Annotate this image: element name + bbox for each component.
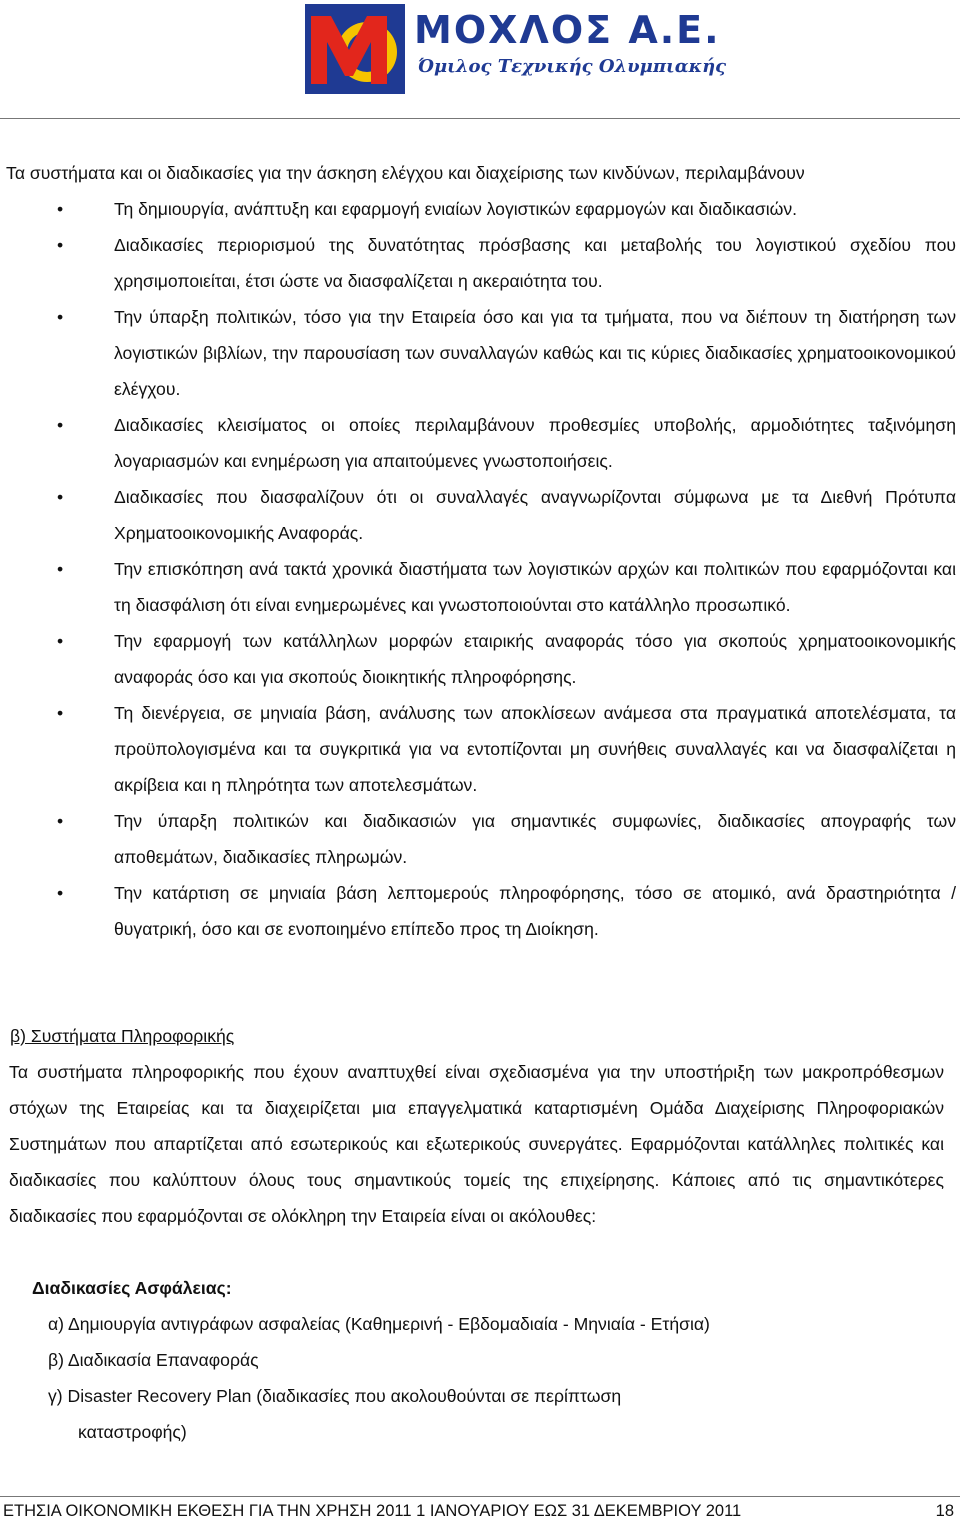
list-item-text: Την κατάρτιση σε μηνιαία βάση λεπτομερούς πληροφόρησης, τόσο σε ατομικό, ανά δραστηριότητα / θυγατρική, όσο και σε ενοποιημένο επίπεδο προς τη Διοίκηση. xyxy=(114,883,956,939)
footer-divider xyxy=(0,1496,960,1497)
footer-report-title: ΕΤΗΣΙΑ ΟΙΚΟΝΟΜΙΚΗ ΕΚΘΕΣΗ ΓΙΑ ΤΗΝ ΧΡΗΣΗ 2011 1 ΙΑΝΟΥΑΡΙΟΥ ΕΩΣ 31 ΔΕΚΕΜΒΡΙΟΥ 2011 xyxy=(3,1502,742,1520)
page-number: 18 xyxy=(935,1502,954,1520)
section-heading-it-systems: β) Συστήματα Πληροφορικής xyxy=(10,1026,235,1046)
list-item xyxy=(0,479,960,551)
security-procedures-list xyxy=(48,1306,948,1450)
company-subtitle: Όμιλος Τεχνικής Ολυμπιακής xyxy=(418,56,727,77)
list-item-text: Τη διενέργεια, σε μηνιαία βάση, ανάλυσης των αποκλίσεων ανάμεσα στα πραγματικά αποτελέσματα, τα προϋπολογισμένα και τα συγκριτικά για να εντοπίζονται μη συνήθεις συναλλαγές και να διασφαλίζεται η ακρίβεια και η πληρότητα των αποτελεσμάτων. xyxy=(114,703,956,795)
bullet-icon: • xyxy=(57,883,64,903)
procedure-item-restore: β) Διαδικασία Επαναφοράς xyxy=(48,1350,259,1370)
it-systems-paragraph: Τα συστήματα πληροφορικής που έχουν αναπτυχθεί είναι σχεδιασμένα για την υποστήριξη των μακροπρόθεσμων στόχων της Εταιρείας και τα διαχειρίζεται μια επαγγελματικά καταρτισμένη Ομάδα Διαχείρισης Πληροφοριακών Συστημάτων που απαρτίζεται από εσωτερικούς και εξωτερικούς συνεργάτες. Εφαρμόζονται κατάλληλες πολιτικές και διαδικασίες που καλύπτουν όλους τους σημαντικούς τομείς της επιχείρησης. Κάποιες από τις σημαντικότερες διαδικασίες που εφαρμόζονται σε ολόκληρη την Εταιρεία είναι οι ακόλουθες: xyxy=(9,1062,944,1226)
procedure-item-backup: α) Δημιουργία αντιγράφων ασφαλείας (Καθημερινή - Εβδομαδιαία - Μηνιαία - Ετήσια) xyxy=(48,1314,710,1334)
list-item xyxy=(0,623,960,695)
list-item-text: Την εφαρμογή των κατάλληλων μορφών εταιρικής αναφοράς τόσο για σκοπούς χρηματοοικονομικής αναφοράς όσο και για σκοπούς διοικητικής πληροφόρησης. xyxy=(114,631,956,687)
list-item-text: Διαδικασίες κλεισίματος οι οποίες περιλαμβάνουν προθεσμίες υποβολής, αρμοδιότητες ταξινόμηση λογαριασμών και ενημέρωση για απαιτούμενες γνωστοποιήσεις. xyxy=(114,415,956,471)
intro-paragraph: Τα συστήματα και οι διαδικασίες για την άσκηση ελέγχου και διαχείρισης των κινδύνων, περιλαμβάνουν xyxy=(6,163,805,183)
list-item-text: Διαδικασίες που διασφαλίζουν ότι οι συναλλαγές αναγνωρίζονται σύμφωνα με τα Διεθνή Πρότυπα Χρηματοοικονομικής Αναφοράς. xyxy=(114,487,956,543)
page-header xyxy=(0,0,960,120)
list-item-text: Την επισκόπηση ανά τακτά χρονικά διαστήματα των λογιστικών αρχών και πολιτικών που εφαρμόζονται και τη διασφάλιση ότι είναι ενημερωμένες και γνωστοποιούνται στο κατάλληλο προσωπικό. xyxy=(114,559,956,615)
procedure-item-disaster-recovery: γ) Disaster Recovery Plan (διαδικασίες που ακολουθούνται σε περίπτωση xyxy=(48,1386,622,1406)
list-item xyxy=(0,875,960,947)
list-item-text: Διαδικασίες περιορισμού της δυνατότητας πρόσβασης και μεταβολής του λογιστικού σχεδίου που χρησιμοποιείται, έτσι ώστε να διασφαλίζεται η ακεραιότητα του. xyxy=(114,235,956,291)
list-item xyxy=(0,407,960,479)
company-logo xyxy=(305,4,405,94)
list-item-text: Την ύπαρξη πολιτικών, τόσο για την Εταιρεία όσο και για τα τμήματα, που να διέπουν τη διατήρηση των λογιστικών βιβλίων, την παρουσίαση των συναλλαγών καθώς και τις κύριες διαδικασίες χρηματοοικονομικού ελέγχου. xyxy=(114,307,956,399)
bullet-icon: • xyxy=(57,559,64,579)
bullet-icon: • xyxy=(57,487,64,507)
header-divider xyxy=(0,118,960,119)
list-item-text: Την ύπαρξη πολιτικών και διαδικασιών για σημαντικές συμφωνίες, διαδικασίες απογραφής των αποθεμάτων, διαδικασίες πληρωμών. xyxy=(114,811,956,867)
list-item xyxy=(0,299,960,407)
procedure-item-disaster-recovery-cont: καταστροφής) xyxy=(78,1422,187,1442)
bullet-icon: • xyxy=(57,307,64,327)
controls-bullet-list xyxy=(0,191,960,947)
bullet-icon: • xyxy=(57,415,64,435)
bullet-icon: • xyxy=(57,235,64,255)
list-item-text: Τη δημιουργία, ανάπτυξη και εφαρμογή ενιαίων λογιστικών εφαρμογών και διαδικασιών. xyxy=(114,199,798,219)
bullet-icon: • xyxy=(57,631,64,651)
list-item xyxy=(0,191,960,227)
bullet-icon: • xyxy=(57,811,64,831)
security-procedures-heading: Διαδικασίες Ασφάλειας: xyxy=(32,1278,232,1298)
logo-graphic xyxy=(305,4,405,94)
company-name: ΜΟΧΛΟΣ Α.Ε. xyxy=(414,8,721,52)
list-item xyxy=(0,551,960,623)
bullet-icon: • xyxy=(57,703,64,723)
list-item xyxy=(0,227,960,299)
list-item xyxy=(0,695,960,803)
bullet-icon: • xyxy=(57,199,64,219)
list-item xyxy=(0,803,960,875)
